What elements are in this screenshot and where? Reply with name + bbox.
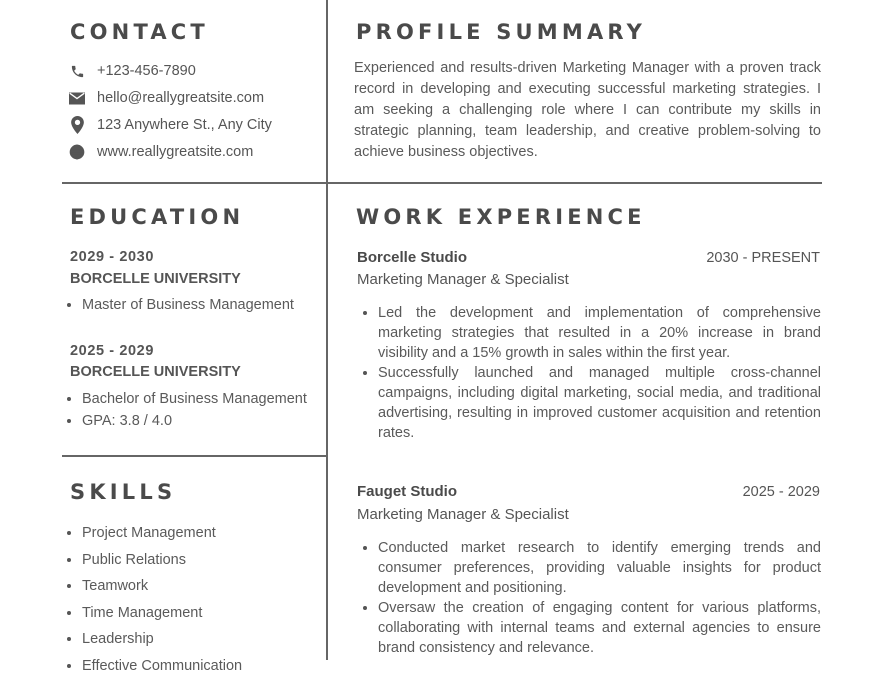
job-bullet: Successfully launched and managed multiple cross-channel campaigns, including digital marketing, social media, and traditional advertising, resulting in improved customer acquisition and retention rates. [360, 363, 821, 443]
skills-heading: SKILLS [70, 480, 176, 504]
education-heading: EDUCATION [70, 205, 244, 229]
profile-heading: PROFILE SUMMARY [356, 20, 646, 44]
education-details [64, 294, 294, 316]
experience-heading: WORK EXPERIENCE [356, 205, 646, 229]
job-bullets [360, 303, 821, 443]
job-title: Marketing Manager & Specialist [357, 271, 569, 288]
job-bullet: Conducted market research to identify emerging trends and consumer preferences, providing valuable insights for product development and positioning. [360, 538, 821, 598]
job-dates: 2025 - 2029 [742, 484, 820, 500]
globe-icon [68, 143, 86, 161]
section-divider-left [62, 455, 327, 457]
skill-item: Public Relations [64, 547, 242, 574]
skill-item: Project Management [64, 520, 242, 547]
job-company: Fauget Studio [357, 483, 457, 500]
section-divider-top [62, 182, 822, 184]
job-dates: 2030 - PRESENT [706, 250, 820, 266]
phone-text: +123-456-7890 [97, 63, 196, 79]
location-icon [68, 116, 86, 134]
education-detail: GPA: 3.8 / 4.0 [64, 410, 307, 432]
contact-heading: CONTACT [70, 20, 209, 44]
job-title: Marketing Manager & Specialist [357, 506, 569, 523]
education-details [64, 388, 307, 432]
address-text: 123 Anywhere St., Any City [97, 117, 272, 133]
education-school: BORCELLE UNIVERSITY [70, 364, 241, 380]
job-bullets [360, 538, 821, 658]
skill-item: Effective Communication [64, 653, 242, 680]
job-bullet: Led the development and implementation of comprehensive marketing strategies that resulted in a 20% increase in brand visibility and a 15% growth in sales within the first year. [360, 303, 821, 363]
profile-summary-text: Experienced and results-driven Marketing Manager with a proven track record in developing and executing successful marketing strategies. I am seeking a challenging role where I can contribute my skills in strategic planning, team leadership, and creative problem-solving to achieve business objectives. [354, 60, 821, 160]
skills-list [64, 520, 242, 680]
website-text: www.reallygreatsite.com [97, 144, 254, 160]
education-school: BORCELLE UNIVERSITY [70, 271, 241, 287]
education-detail: Bachelor of Business Management [64, 388, 307, 410]
education-detail: Master of Business Management [64, 294, 294, 316]
skill-item: Leadership [64, 626, 242, 653]
education-years: 2025 - 2029 [70, 343, 154, 359]
contact-phone [68, 62, 196, 80]
skill-item: Time Management [64, 600, 242, 627]
contact-address [68, 116, 272, 134]
job-company: Borcelle Studio [357, 249, 468, 266]
education-years: 2029 - 2030 [70, 249, 154, 265]
email-text: hello@reallygreatsite.com [97, 90, 265, 106]
phone-icon [68, 62, 86, 80]
column-divider [326, 0, 328, 660]
contact-website [68, 143, 253, 161]
skill-item: Teamwork [64, 573, 242, 600]
email-icon [68, 89, 86, 107]
contact-email [68, 89, 264, 107]
job-bullet: Oversaw the creation of engaging content for various platforms, collaborating with internal teams and external agencies to ensure brand consistency and relevance. [360, 598, 821, 658]
